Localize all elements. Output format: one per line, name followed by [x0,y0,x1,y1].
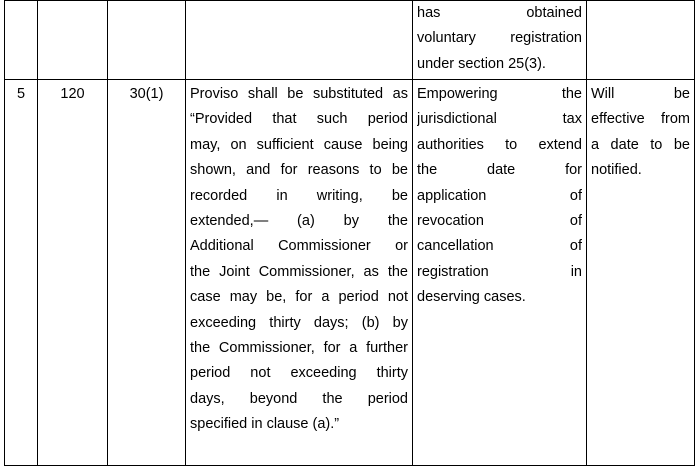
cell-section: 30(1) [108,80,186,466]
text-line: exceeding thirty days; (b) by [190,314,408,331]
text-line: authorities to extend [417,136,582,153]
cell-sl-no: 5 [5,80,38,466]
cell-sl-no-empty [5,1,38,80]
text-line: period not exceeding thirty [190,365,408,382]
text-line: voluntary registration [417,30,582,47]
cell-amendment [186,80,413,466]
text-line: registration in [417,263,582,280]
text-line: shown, and for reasons to be [190,162,408,179]
text-line: “Provided that such period [190,111,408,128]
text-line: recorded in writing, be [190,187,408,204]
cell-effect [587,80,695,466]
cell-amendment-empty [186,1,413,80]
table-row-continuation [5,1,695,80]
text-line: under section 25(3). [417,55,546,72]
text-line: deserving cases. [417,289,526,306]
cell-reason-continuation [413,1,587,80]
cell-reason [413,80,587,466]
text-line: days, beyond the period [190,390,408,407]
text-line: Proviso shall be substituted as [190,86,408,102]
text-line: a date to be [591,136,690,153]
text-line: the date for [417,162,582,179]
amendment-table [4,0,695,466]
text-line: specified in clause (a).” [190,416,340,433]
text-line: Will be [591,86,690,102]
text-line: cancellation of [417,238,582,255]
text-line: Empowering the [417,86,582,102]
text-line: the Commissioner, for a further [190,339,408,356]
text-line: notified. [591,162,642,179]
text-line: jurisdictional tax [417,111,582,128]
text-line: extended,— (a) by the [190,212,408,229]
cell-effect-empty [587,1,695,80]
text-line: effective from [591,111,690,128]
text-line: may, on sufficient cause being [190,136,408,153]
cell-page: 120 [38,80,108,466]
text-line: the Joint Commissioner, as the [190,263,408,280]
text-line: revocation of [417,212,582,229]
cell-section-empty [108,1,186,80]
text-line: case may be, for a period not [190,289,408,306]
cell-page-empty [38,1,108,80]
text-line: has obtained [417,5,582,21]
table-row [5,80,695,466]
text-line: application of [417,187,582,204]
text-line: Additional Commissioner or [190,238,408,255]
